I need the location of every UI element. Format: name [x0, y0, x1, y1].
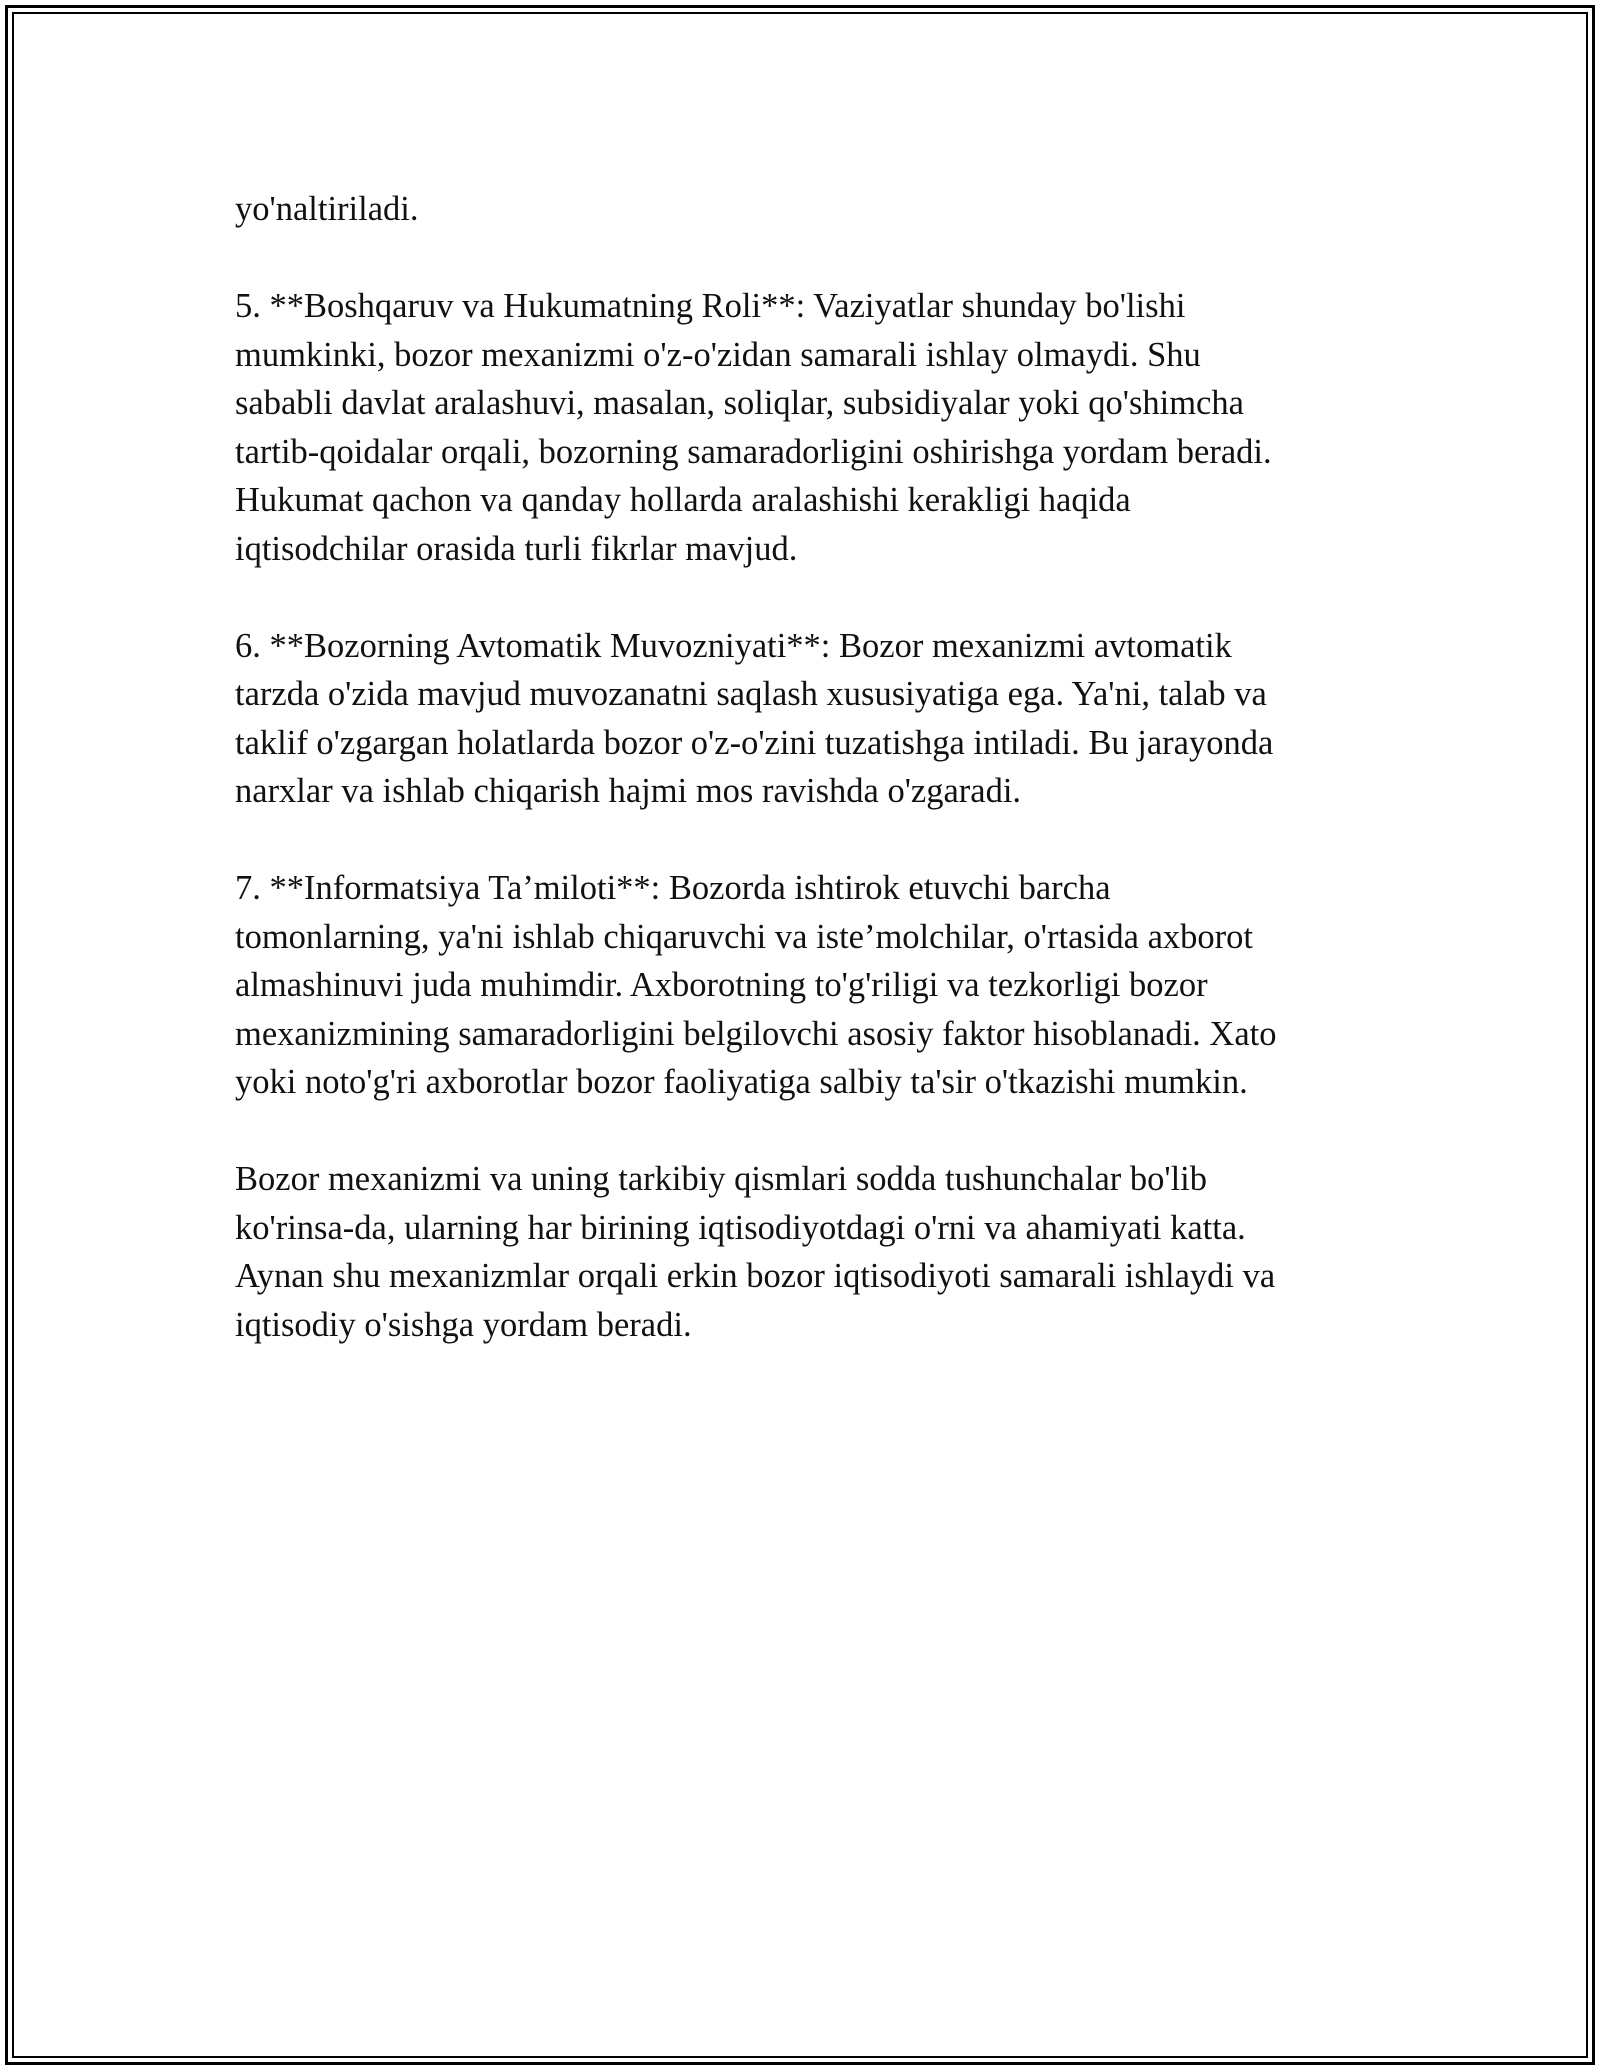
text-line: ko'rinsa-da, ularning har birining iqtisodiyotdagi o'rni va ahamiyati katta.: [235, 1208, 1246, 1247]
paragraph-conclusion: [235, 1155, 1365, 1349]
text-line: tartib-qoidalar orqali, bozorning samaradorligini oshirishga yordam beradi.: [235, 432, 1272, 471]
text-line: Aynan shu mexanizmlar orqali erkin bozor iqtisodiyoti samarali ishlaydi va: [235, 1257, 1276, 1295]
text-line: Hukumat qachon va qanday hollarda aralashishi kerakligi haqida: [235, 481, 1131, 519]
document-body: [235, 185, 1365, 1349]
text-line: mumkinki, bozor mexanizmi o'z-o'zidan samarali ishlay olmaydi. Shu: [235, 335, 1201, 374]
text-line: iqtisodchilar orasida turli fikrlar mavjud.: [235, 529, 798, 568]
text-line: narxlar va ishlab chiqarish hajmi mos ravishda o'zgaradi.: [235, 772, 1022, 810]
text-line: yoki noto'g'ri axborotlar bozor faoliyatiga salbiy ta'sir o'tkazishi mumkin.: [235, 1063, 1248, 1101]
text-line: 7. **Informatsiya Ta’miloti**: Bozorda ishtirok etuvchi barcha: [235, 869, 1111, 907]
paragraph-item-7: [235, 864, 1365, 1107]
text-line: tomonlarning, ya'ni ishlab chiqaruvchi va iste’molchilar, o'rtasida axborot: [235, 917, 1253, 956]
text-line: 5. **Boshqaruv va Hukumatning Roli**: Vaziyatlar shunday bo'lishi: [235, 287, 1186, 325]
paragraph-continuation: [235, 185, 1365, 234]
text-line: mexanizmining samaradorligini belgilovchi asosiy faktor hisoblanadi. Xato: [235, 1014, 1277, 1053]
text-line: taklif o'zgargan holatlarda bozor o'z-o'zini tuzatishga intiladi. Bu jarayonda: [235, 723, 1274, 762]
text-line: almashinuvi juda muhimdir. Axborotning to'g'riligi va tezkorligi bozor: [235, 966, 1208, 1004]
paragraph-item-6: [235, 622, 1365, 816]
text-line: Bozor mexanizmi va uning tarkibiy qismlari sodda tushunchalar bo'lib: [235, 1160, 1208, 1198]
text-line: 6. **Bozorning Avtomatik Muvozniyati**: Bozor mexanizmi avtomatik: [235, 626, 1232, 665]
text-line: yo'naltiriladi.: [235, 190, 419, 228]
text-line: tarzda o'zida mavjud muvozanatni saqlash xususiyatiga ega. Ya'ni, talab va: [235, 675, 1267, 713]
paragraph-item-5: [235, 282, 1365, 573]
text-line: sababli davlat aralashuvi, masalan, soliqlar, subsidiyalar yoki qo'shimcha: [235, 384, 1244, 422]
text-line: iqtisodiy o'sishga yordam beradi.: [235, 1305, 692, 1344]
